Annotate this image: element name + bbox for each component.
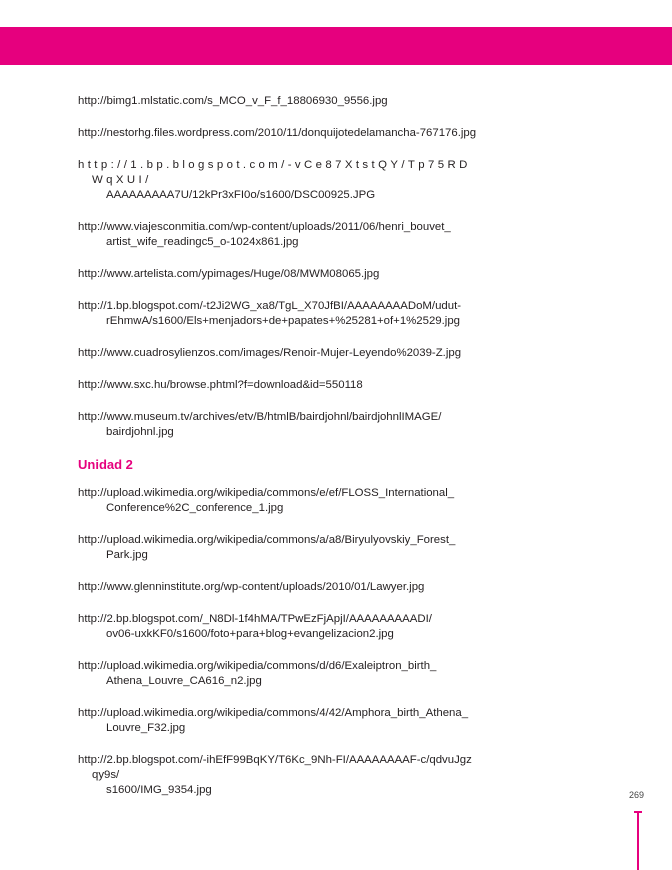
reference-url-continuation: Athena_Louvre_CA616_n2.jpg xyxy=(106,675,262,687)
reference-url-line: http://upload.wikimedia.org/wikipedia/commons/a/a8/Biryulyovskiy_Forest_ xyxy=(78,534,456,546)
reference-url xyxy=(78,126,478,141)
reference-url xyxy=(78,533,478,563)
reference-url-continuation: ov06-uxkKF0/s1600/foto+para+blog+evangelizacion2.jpg xyxy=(106,628,394,640)
reference-url-line: http://www.glenninstitute.org/wp-content/uploads/2010/01/Lawyer.jpg xyxy=(78,581,425,593)
reference-url-continuation: Louvre_F32.jpg xyxy=(106,722,186,734)
reference-url-line: http://www.cuadrosylienzos.com/images/Renoir-Mujer-Leyendo%2039-Z.jpg xyxy=(78,347,462,359)
reference-url xyxy=(78,346,478,361)
reference-url xyxy=(78,580,478,595)
reference-url-line: http://www.viajesconmitia.com/wp-content/uploads/2011/06/henri_bouvet_ xyxy=(78,221,451,233)
reference-url-continuation: Park.jpg xyxy=(106,549,148,561)
reference-url-continuation: rEhmwA/s1600/Els+menjadors+de+papates+%25281+of+1%2529.jpg xyxy=(106,315,460,327)
reference-url xyxy=(78,753,478,798)
reference-url-continuation: AAAAAAAAA7U/12kPr3xFI0o/s1600/DSC00925.JPG xyxy=(106,189,376,201)
references-list xyxy=(78,94,478,815)
reference-url-line: http://www.artelista.com/ypimages/Huge/08/MWM08065.jpg xyxy=(78,268,380,280)
reference-url-continuation: bairdjohnl.jpg xyxy=(106,426,174,438)
reference-url-continuation: artist_wife_readingc5_o-1024x861.jpg xyxy=(106,236,299,248)
section-1-references xyxy=(78,94,478,440)
reference-url xyxy=(78,612,478,642)
reference-url xyxy=(78,267,478,282)
reference-url-line: http://bimg1.mlstatic.com/s_MCO_v_F_f_18806930_9556.jpg xyxy=(78,95,388,107)
reference-url xyxy=(78,410,478,440)
reference-url-line: http://upload.wikimedia.org/wikipedia/commons/d/d6/Exaleiptron_birth_ xyxy=(78,660,437,672)
reference-url xyxy=(78,659,478,689)
reference-url-line: http://1.bp.blogspot.com/-vCe87XtstQY/Tp75RDWqXUI/ xyxy=(78,159,471,186)
reference-url-continuation: s1600/IMG_9354.jpg xyxy=(106,784,212,796)
reference-url-line: http://nestorhg.files.wordpress.com/2010/11/donquijotedelamancha-767176.jpg xyxy=(78,127,477,139)
reference-url xyxy=(78,299,478,329)
reference-url xyxy=(78,94,478,109)
section-heading-unidad-2: Unidad 2 xyxy=(78,457,133,472)
reference-url xyxy=(78,378,478,393)
page-marker-line xyxy=(637,811,639,870)
reference-url-line: http://2.bp.blogspot.com/_N8Dl-1f4hMA/TPwEzFjApjI/AAAAAAAAADI/ xyxy=(78,613,432,625)
reference-url-line: http://www.museum.tv/archives/etv/B/htmlB/bairdjohnl/bairdjohnlIMAGE/ xyxy=(78,411,442,423)
reference-url xyxy=(78,706,478,736)
header-color-band xyxy=(0,27,672,65)
page-marker-tick xyxy=(634,811,642,813)
reference-url-line: http://www.sxc.hu/browse.phtml?f=download&id=550118 xyxy=(78,379,363,391)
reference-url xyxy=(78,486,478,516)
reference-url-line: http://1.bp.blogspot.com/-t2Ji2WG_xa8/TgL_X70JfBI/AAAAAAAADoM/udut- xyxy=(78,300,462,312)
reference-url xyxy=(78,220,478,250)
reference-url xyxy=(78,158,478,203)
reference-url-continuation: Conference%2C_conference_1.jpg xyxy=(106,502,284,514)
reference-url-line: http://upload.wikimedia.org/wikipedia/commons/e/ef/FLOSS_International_ xyxy=(78,487,455,499)
reference-url-line: http://2.bp.blogspot.com/-ihEfF99BqKY/T6Kc_9Nh-FI/AAAAAAAAF-c/qdvuJgzqy9s/ xyxy=(78,754,472,781)
section-2-references xyxy=(78,486,478,798)
page-number: 269 xyxy=(628,790,644,800)
reference-url-line: http://upload.wikimedia.org/wikipedia/commons/4/42/Amphora_birth_Athena_ xyxy=(78,707,469,719)
